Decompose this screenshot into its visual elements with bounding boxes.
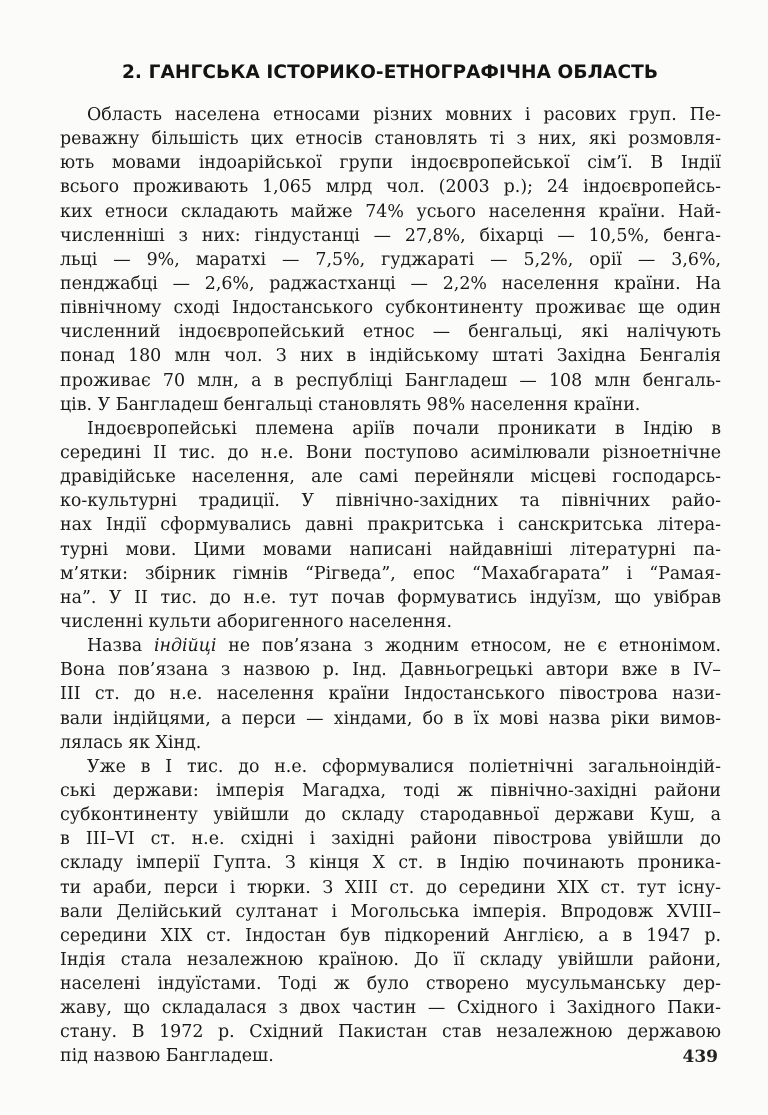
text-line: нах Індії сформувались давні пракритська і санскритська літера- <box>60 515 721 536</box>
emphasized-term: індійці <box>153 636 217 657</box>
text-line: стану. В 1972 р. Східний Пакистан став незалежною державою <box>60 1022 721 1043</box>
text-line: численний індоєвропейський етнос — бенгальці, які налічують <box>60 322 721 343</box>
text-line: льці — 9%, маратхі — 7,5%, гуджараті — 5,2%, орії — 3,6%, <box>60 249 721 270</box>
paragraph-first-line: Індоєвропейські племена аріїв почали проникати в Індію в <box>87 418 721 439</box>
text-line: ти араби, перси і тюрки. З XIII ст. до середини XIX ст. тут існу- <box>60 877 721 898</box>
text-line: Індія стала незалежною країною. До її складу увійшли райони, <box>60 949 721 970</box>
text-line: середини XIX ст. Індостан був підкорений Англією, а в 1947 р. <box>60 925 721 946</box>
text-line: пенджабці — 2,6%, раджастханці — 2,2% населення країни. На <box>60 273 721 294</box>
section-heading: 2. ГАНГСЬКА ІСТОРИКО-ЕТНОГРАФІЧНА ОБЛАСТЬ <box>121 62 659 83</box>
text-line: ких етноси складають майже 74% усього населення країни. Най- <box>60 201 721 222</box>
text-line: ють мовами індоарійської групи індоєвропейської сім’ї. В Індії <box>60 153 721 174</box>
body-text <box>60 103 721 1069</box>
text-line: III ст. до н.е. населення країни Індостанського півострова нази- <box>60 684 721 705</box>
text-line: ців. У Бангладеш бенгальці становлять 98% населення країни. <box>60 394 641 415</box>
text-line: вали індійцями, а перси — хіндами, бо в їх мові назва ріки вимов- <box>60 708 721 729</box>
text-line: всього проживають 1,065 млрд чол. (2003 р.); 24 індоєвропейсь- <box>60 177 721 198</box>
text-line: понад 180 млн чол. З них в індійському штаті Західна Бенгалія <box>60 346 721 367</box>
text-line: ко-культурні традиції. У північно-західних та північних райо- <box>60 491 721 512</box>
text-line: реважну більшість цих етносів становлять ті з них, які розмовля- <box>60 129 721 150</box>
text-line: населені індуїстами. Тоді ж було створено мусульманську дер- <box>60 974 721 995</box>
paragraph-first-line: Назва індійці не пов’язана з жодним етносом, не є етнонімом. <box>87 636 721 657</box>
text-line: складу імперії Гупта. З кінця X ст. в Індію починають проника- <box>60 853 721 874</box>
text-line: ські держави: імперія Магадха, тоді ж північно-західні райони <box>60 780 721 801</box>
text-line: проживає 70 млн, а в республіці Бангладеш — 108 млн бенгаль- <box>60 370 721 391</box>
text-line: субконтиненту увійшли до складу стародавньої держави Куш, а <box>60 805 721 826</box>
text-line: дравідійське населення, але самі перейняли місцеві господарсь- <box>60 467 721 488</box>
text-line: м’ятки: збірник гімнів “Рігведа”, епос “Махабгарата” і “Рамая- <box>60 563 721 584</box>
text-line: в III–VI ст. н.е. східні і західні райони півострова увійшли до <box>60 829 721 850</box>
text-line: Вона пов’язана з назвою р. Інд. Давньогрецькі автори вже в IV– <box>60 660 721 681</box>
text-line: на”. У II тис. до н.е. тут почав формуватись індуїзм, що увібрав <box>60 587 721 608</box>
text-line: північному сході Індостанського субконтиненту проживає ще один <box>60 298 721 319</box>
paragraph-first-line: Уже в I тис. до н.е. сформувалися поліетнічні загальноіндій- <box>87 756 721 777</box>
text-line: під назвою Бангладеш. <box>60 1046 274 1067</box>
text-line: середині II тис. до н.е. Вони поступово асимілювали різноетнічне <box>60 442 721 463</box>
text-line: вали Делійський султанат і Могольська імперія. Впродовж XVIII– <box>60 901 721 922</box>
page-number: 439 <box>682 1047 718 1067</box>
text-line: численніші з них: гіндустанці — 27,8%, біхарці — 10,5%, бенга- <box>60 225 721 246</box>
text-line: лялась як Хінд. <box>60 732 202 753</box>
text-line: численні культи аборигенного населення. <box>60 611 453 632</box>
text-line: турні мови. Цими мовами написані найдавніші літературні па- <box>60 539 721 560</box>
paragraph-first-line: Область населена етносами різних мовних і расових груп. Пе- <box>87 105 721 125</box>
text-line: жаву, що складалася з двох частин — Східного і Західного Паки- <box>60 998 721 1019</box>
